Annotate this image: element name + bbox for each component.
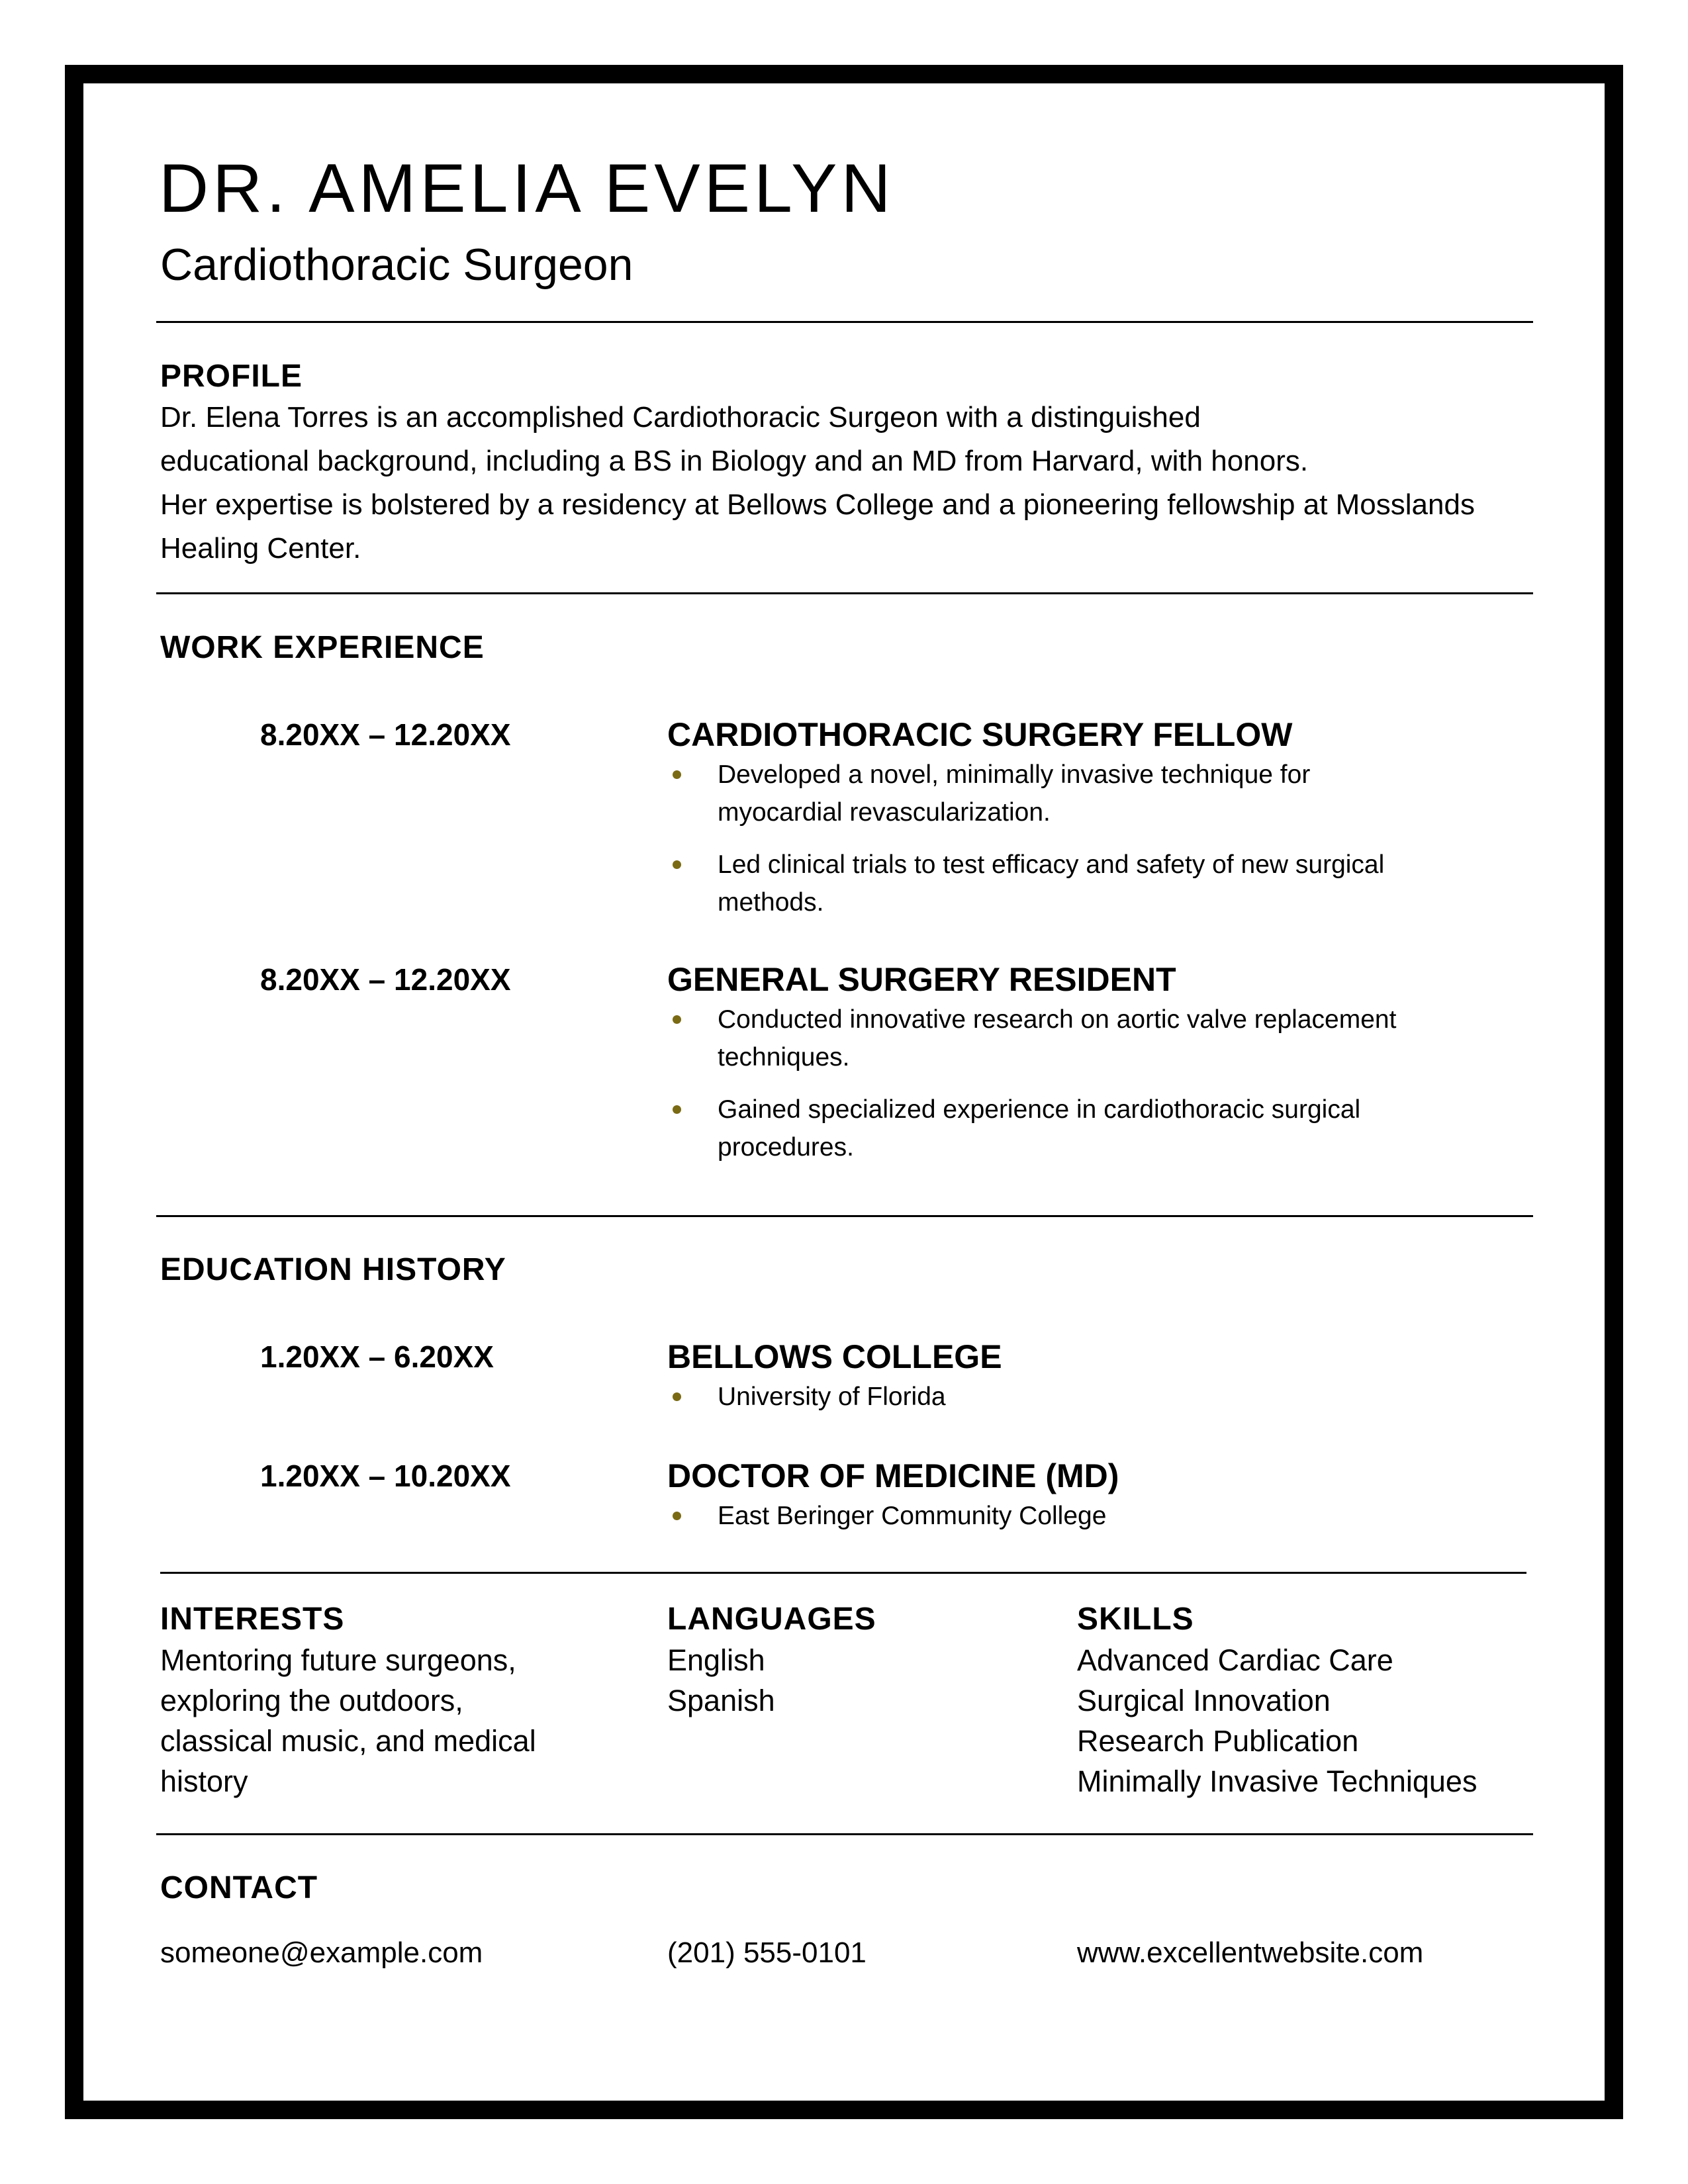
interests-text: Mentoring future surgeons, exploring the outdoors, classical music, and medical history xyxy=(160,1643,536,1798)
divider xyxy=(156,1215,1533,1217)
bullet-icon xyxy=(673,1512,681,1520)
profile-line: Dr. Elena Torres is an accomplished Cardiothoracic Surgeon with a distinguished xyxy=(160,401,1201,433)
skill-item: Surgical Innovation xyxy=(1077,1684,1331,1717)
work-heading: WORK EXPERIENCE xyxy=(160,630,485,665)
profile-line: Healing Center. xyxy=(160,532,361,565)
bullet-icon xyxy=(673,1015,681,1024)
profile-line: educational background, including a BS in Biology and an MD from Harvard, with honors. xyxy=(160,445,1309,477)
work-role: GENERAL SURGERY RESIDENT xyxy=(667,961,1176,998)
education-bullet xyxy=(667,1378,1409,1416)
bullet-text: East Beringer Community College xyxy=(718,1502,1107,1530)
profile-line: Her expertise is bolstered by a residency at Bellows College and a pioneering fellowship at Mosslands xyxy=(160,488,1475,521)
divider xyxy=(156,321,1533,323)
education-degree: DOCTOR OF MEDICINE (MD) xyxy=(667,1457,1119,1494)
job-title: Cardiothoracic Surgeon xyxy=(160,240,633,290)
contact-email[interactable]: someone@example.com xyxy=(160,1936,483,1969)
education-dates: 1.20XX – 6.20XX xyxy=(260,1340,494,1374)
education-dates: 1.20XX – 10.20XX xyxy=(260,1459,511,1493)
contact-website[interactable]: www.excellentwebsite.com xyxy=(1077,1936,1424,1969)
language-item: English xyxy=(667,1643,765,1677)
bullet-text: Conducted innovative research on aortic valve replacement techniques. xyxy=(718,1005,1397,1071)
skill-item: Research Publication xyxy=(1077,1724,1359,1758)
divider xyxy=(160,1572,1526,1574)
work-role: CARDIOTHORACIC SURGERY FELLOW xyxy=(667,716,1293,753)
education-degree: BELLOWS COLLEGE xyxy=(667,1338,1002,1375)
work-bullet xyxy=(667,756,1409,831)
divider xyxy=(156,1833,1533,1835)
contact-phone[interactable]: (201) 555-0101 xyxy=(667,1936,867,1969)
doctor-name: DR. AMELIA EVELYN xyxy=(159,150,895,227)
work-bullet xyxy=(667,1091,1409,1166)
bullet-text: University of Florida xyxy=(718,1383,946,1411)
languages-heading: LANGUAGES xyxy=(667,1602,876,1637)
bullet-text: Led clinical trials to test efficacy and safety of new surgical methods. xyxy=(718,850,1385,917)
language-item: Spanish xyxy=(667,1684,775,1717)
bullet-icon xyxy=(673,1105,681,1114)
work-bullet xyxy=(667,846,1409,921)
education-bullet xyxy=(667,1497,1409,1535)
bullet-icon xyxy=(673,1392,681,1401)
bullet-icon xyxy=(673,860,681,869)
skills-heading: SKILLS xyxy=(1077,1602,1194,1637)
bullet-text: Developed a novel, minimally invasive technique for myocardial revascularization. xyxy=(718,760,1311,827)
divider xyxy=(156,592,1533,594)
profile-heading: PROFILE xyxy=(160,359,303,394)
work-dates: 8.20XX – 12.20XX xyxy=(260,717,511,752)
work-bullet xyxy=(667,1001,1409,1076)
bullet-text: Gained specialized experience in cardiothoracic surgical procedures. xyxy=(718,1095,1361,1161)
skill-item: Minimally Invasive Techniques xyxy=(1077,1764,1477,1798)
work-dates: 8.20XX – 12.20XX xyxy=(260,962,511,997)
bullet-icon xyxy=(673,770,681,779)
contact-heading: CONTACT xyxy=(160,1870,318,1905)
education-heading: EDUCATION HISTORY xyxy=(160,1252,506,1287)
interests-heading: INTERESTS xyxy=(160,1602,345,1637)
skill-item: Advanced Cardiac Care xyxy=(1077,1643,1393,1677)
